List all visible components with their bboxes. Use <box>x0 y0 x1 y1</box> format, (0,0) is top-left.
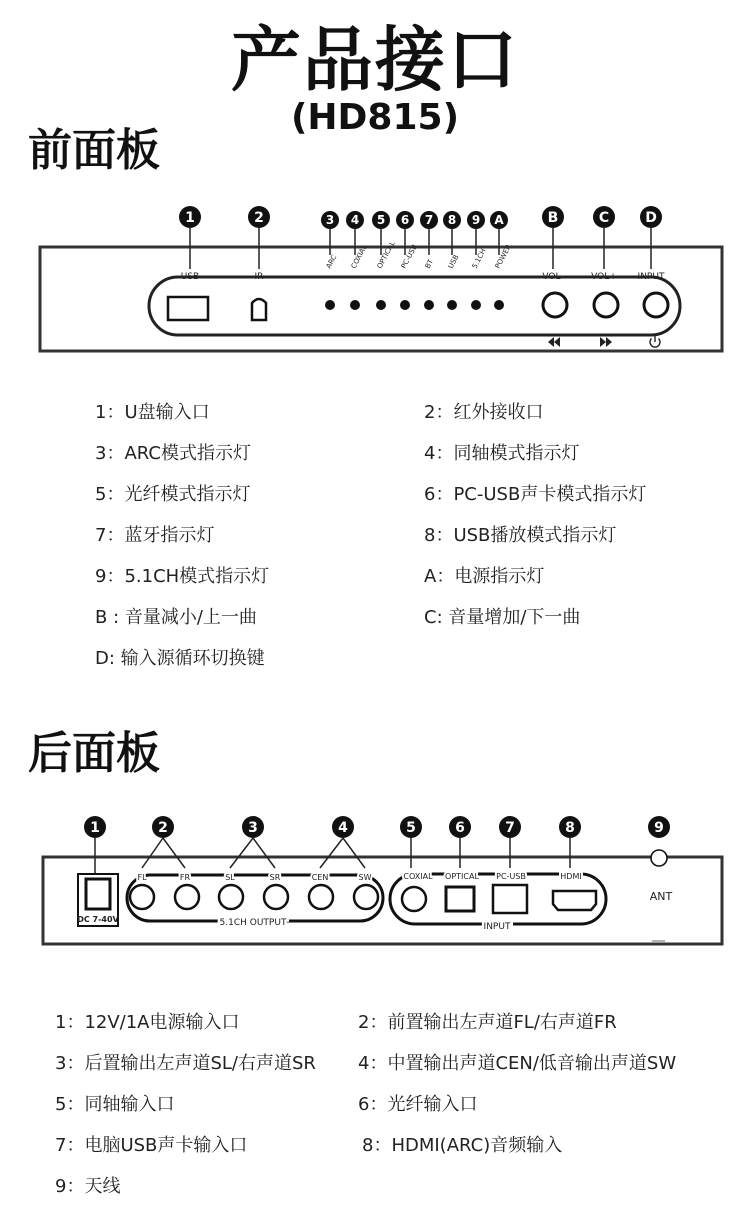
front-desc-b: B : 音量减小/上一曲 <box>95 607 257 628</box>
rear-desc-1: 1：12V/1A电源输入口 <box>55 1012 240 1033</box>
label-bt: BT <box>423 258 436 270</box>
label-fl: FL <box>137 873 147 882</box>
rear-marker-4 <box>332 816 354 838</box>
vol-minus-button <box>543 293 567 317</box>
front-marker-c <box>593 206 615 228</box>
hdmi-jack <box>553 891 596 910</box>
label-vol-minus: VOL- <box>542 272 564 282</box>
svg-text:B: B <box>547 210 559 226</box>
label-pc-usb: PC-USB <box>399 243 419 270</box>
svg-text:C: C <box>598 210 610 226</box>
front-desc-c: C: 音量增加/下一曲 <box>424 607 581 628</box>
label-ir: IR <box>254 272 264 282</box>
front-marker-b <box>542 206 564 228</box>
power-jack <box>86 879 110 909</box>
front-desc-5: 5：光纤模式指示灯 <box>95 484 251 505</box>
label-sw: SW <box>358 873 372 882</box>
label-arc: ARC <box>324 253 339 270</box>
page-title: 产品接口 <box>231 19 519 101</box>
output-group-frame <box>127 875 383 921</box>
rear-marker-5 <box>400 816 422 838</box>
ir-receiver <box>252 299 266 320</box>
rear-marker-1 <box>84 816 106 838</box>
rear-desc-5: 5：同轴输入口 <box>55 1094 175 1115</box>
svg-text:9: 9 <box>471 213 481 227</box>
antenna-jack <box>651 850 667 866</box>
svg-text:8: 8 <box>447 213 457 227</box>
label-vol-plus: VOL+ <box>591 272 617 282</box>
svg-text:3: 3 <box>248 820 258 836</box>
svg-text:2: 2 <box>158 820 168 836</box>
svg-text:1: 1 <box>185 210 195 226</box>
rear-desc-7: 7：电脑USB声卡输入口 <box>55 1135 248 1156</box>
rear-marker-6 <box>449 816 471 838</box>
input-button <box>644 293 668 317</box>
usb-port <box>168 297 208 320</box>
svg-text:4: 4 <box>350 213 360 227</box>
svg-text:6: 6 <box>400 213 410 227</box>
label-coxial: COXIAL <box>349 243 369 270</box>
svg-text:2: 2 <box>254 210 264 226</box>
front-desc-6: 6：PC-USB声卡模式指示灯 <box>424 484 647 505</box>
label-sl: SL <box>225 873 235 882</box>
rear-desc-4: 4：中置输出声道CEN/低音输出声道SW <box>358 1053 677 1074</box>
label-power: POWER <box>493 243 513 270</box>
rear-panel-diagram <box>0 810 750 950</box>
front-marker-a <box>490 211 508 229</box>
model-number: (HD815) <box>290 97 460 138</box>
front-desc-3: 3：ARC模式指示灯 <box>95 443 251 464</box>
svg-text:3: 3 <box>325 213 335 227</box>
svg-text:A: A <box>494 213 504 227</box>
label-sr: SR <box>269 873 281 882</box>
front-desc-7: 7：蓝牙指示灯 <box>95 525 215 546</box>
front-marker-2 <box>248 206 270 228</box>
front-desc-4: 4：同轴模式指示灯 <box>424 443 580 464</box>
label-cen: CEN <box>311 873 329 882</box>
front-marker-d <box>640 206 662 228</box>
rear-desc-3: 3：后置输出左声道SL/右声道SR <box>55 1053 316 1074</box>
rear-desc-9: 9：天线 <box>55 1176 121 1197</box>
label-optical: OPTICAL <box>375 239 397 270</box>
front-marker-4 <box>346 211 364 229</box>
label-usb-port: USB <box>180 272 200 282</box>
antenna-label: ANT <box>649 890 673 903</box>
front-desc-2: 2：红外接收口 <box>424 402 544 423</box>
front-marker-9 <box>467 211 485 229</box>
svg-text:1: 1 <box>90 820 100 836</box>
label-input: INPUT <box>637 272 665 282</box>
label-pc-usb-in: PC-USB <box>496 872 526 881</box>
label-optical-in: OPTICAL <box>445 872 479 881</box>
rear-marker-7 <box>499 816 521 838</box>
optical-jack <box>446 887 474 911</box>
power-jack-label: DC 7-40V <box>77 915 119 924</box>
svg-text:D: D <box>645 210 657 226</box>
svg-text:6: 6 <box>455 820 465 836</box>
rear-marker-3 <box>242 816 264 838</box>
front-marker-1 <box>179 206 201 228</box>
label-hdmi: HDMI <box>560 872 582 881</box>
front-marker-8 <box>443 211 461 229</box>
rear-marker-2 <box>152 816 174 838</box>
front-desc-8: 8：USB播放模式指示灯 <box>424 525 617 546</box>
svg-text:7: 7 <box>424 213 434 227</box>
rear-desc-6: 6：光纤输入口 <box>358 1094 478 1115</box>
front-panel-heading: 前面板 <box>28 125 160 176</box>
front-desc-1: 1：U盘输入口 <box>95 402 210 423</box>
rear-marker-9 <box>648 816 670 838</box>
pc-usb-jack <box>493 885 527 913</box>
front-marker-5 <box>372 211 390 229</box>
coaxial-jack <box>402 887 426 911</box>
rear-desc-8: 8：HDMI(ARC)音频输入 <box>362 1135 563 1156</box>
svg-text:9: 9 <box>654 820 664 836</box>
front-marker-3 <box>321 211 339 229</box>
label-fr: FR <box>179 873 191 882</box>
label-coxial-in: COXIAL <box>403 872 433 881</box>
front-marker-7 <box>420 211 438 229</box>
output-group-label: 5.1CH OUTPUT <box>219 918 287 928</box>
svg-text:4: 4 <box>338 820 348 836</box>
vol-plus-button <box>594 293 618 317</box>
rear-panel-heading: 后面板 <box>28 728 160 779</box>
front-desc-9: 9：5.1CH模式指示灯 <box>95 566 270 587</box>
front-desc-a: A：电源指示灯 <box>424 566 545 587</box>
label-usb-mode: USB <box>446 253 461 270</box>
rear-desc-2: 2：前置输出左声道FL/右声道FR <box>358 1012 617 1033</box>
svg-text:8: 8 <box>565 820 575 836</box>
rear-marker-8 <box>559 816 581 838</box>
svg-text:5: 5 <box>376 213 386 227</box>
front-panel-diagram <box>0 195 750 365</box>
front-desc-d: D: 输入源循环切换键 <box>95 648 265 669</box>
label-51ch: 5.1CH <box>470 247 488 270</box>
input-group-label: INPUT <box>483 922 511 932</box>
svg-text:7: 7 <box>505 820 515 836</box>
svg-text:5: 5 <box>406 820 416 836</box>
front-marker-6 <box>396 211 414 229</box>
